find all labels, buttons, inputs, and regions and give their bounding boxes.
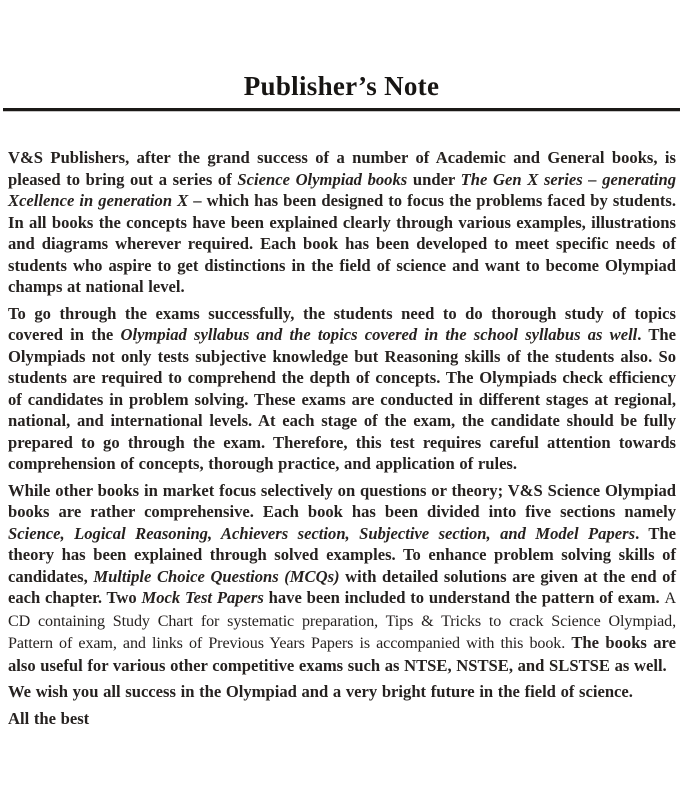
- page-title: Publisher’s Note: [243, 71, 440, 101]
- paragraph: [8, 708, 676, 730]
- text-run-normal: To go through the exams successfully, the students need to do thorough study of topics covered in the: [8, 303, 676, 344]
- text-run-normal: While other books in market focus selectively on questions or theory; V&S Science Olympiad books are rather comprehensive. Each book has been divided into five sections namely: [8, 480, 676, 521]
- text-run-italic: Science, Logical Reasoning, Achievers section, Subjective section, and Model Papers: [8, 523, 636, 543]
- text-run-italic: Multiple Choice Questions (MCQs): [93, 566, 340, 586]
- text-run-light: A CD containing Study Chart for systematic preparation, Tips & Tricks to crack Science Olympiad, Pattern of exam, and links of Previous Years Papers is accompanied with this book.: [8, 590, 676, 652]
- text-run-normal: with detailed solutions are given at the end of each chapter. Two: [8, 566, 676, 607]
- title-divider: [3, 108, 680, 111]
- paragraph: [8, 480, 676, 677]
- text-run-italic: The Gen X series – generating Xcellence in generation X: [8, 169, 676, 210]
- text-run-italic: Mock Test Papers: [141, 588, 264, 607]
- text-run-normal: – which has been designed to focus the problems faced by students. In all books the concepts have been explained clearly through various examples, illustrations and diagrams wherever required. Each book has been developed to meet specific needs of students who aspire to get distinctions in the field of science and want to become Olympiad champs at national level.: [8, 191, 677, 296]
- text-run-normal: . The theory has been explained through solved examples. To enhance problem solving skills of candidates,: [8, 523, 676, 586]
- text-run-italic: Science Olympiad books: [237, 169, 408, 189]
- note-body: [8, 147, 676, 729]
- paragraph: [8, 303, 676, 475]
- text-run-normal: have been included to understand the pattern of exam.: [263, 588, 665, 607]
- text-run-normal: . The Olympiads not only tests subjective knowledge but Reasoning skills of the students also. So students are required to comprehend the depth of concepts. The Olympiads check efficiency of candidates in problem solving. These exams are conducted in different stages at regional, national, and international levels. At each stage of the exam, the candidate should be fully prepared to go through the exam. Therefore, this test requires careful attention towards comprehension of concepts, thorough practice, and application of rules.: [8, 325, 676, 473]
- paragraph: [8, 147, 676, 298]
- text-run-normal: All the best: [8, 708, 90, 728]
- text-run-normal: under: [407, 169, 461, 189]
- text-run-normal: We wish you all success in the Olympiad and a very bright future in the field of science.: [8, 682, 633, 701]
- text-run-normal: The books are also useful for various other competitive exams such as NTSE, NSTSE, and SLSTSE as well.: [8, 633, 676, 675]
- paragraph: [8, 681, 676, 703]
- text-run-italic: Olympiad syllabus and the topics covered in the school syllabus as well: [120, 325, 638, 344]
- text-run-normal: V&S Publishers, after the grand success of a number of Academic and General books, is pleased to bring out a series of: [8, 148, 676, 189]
